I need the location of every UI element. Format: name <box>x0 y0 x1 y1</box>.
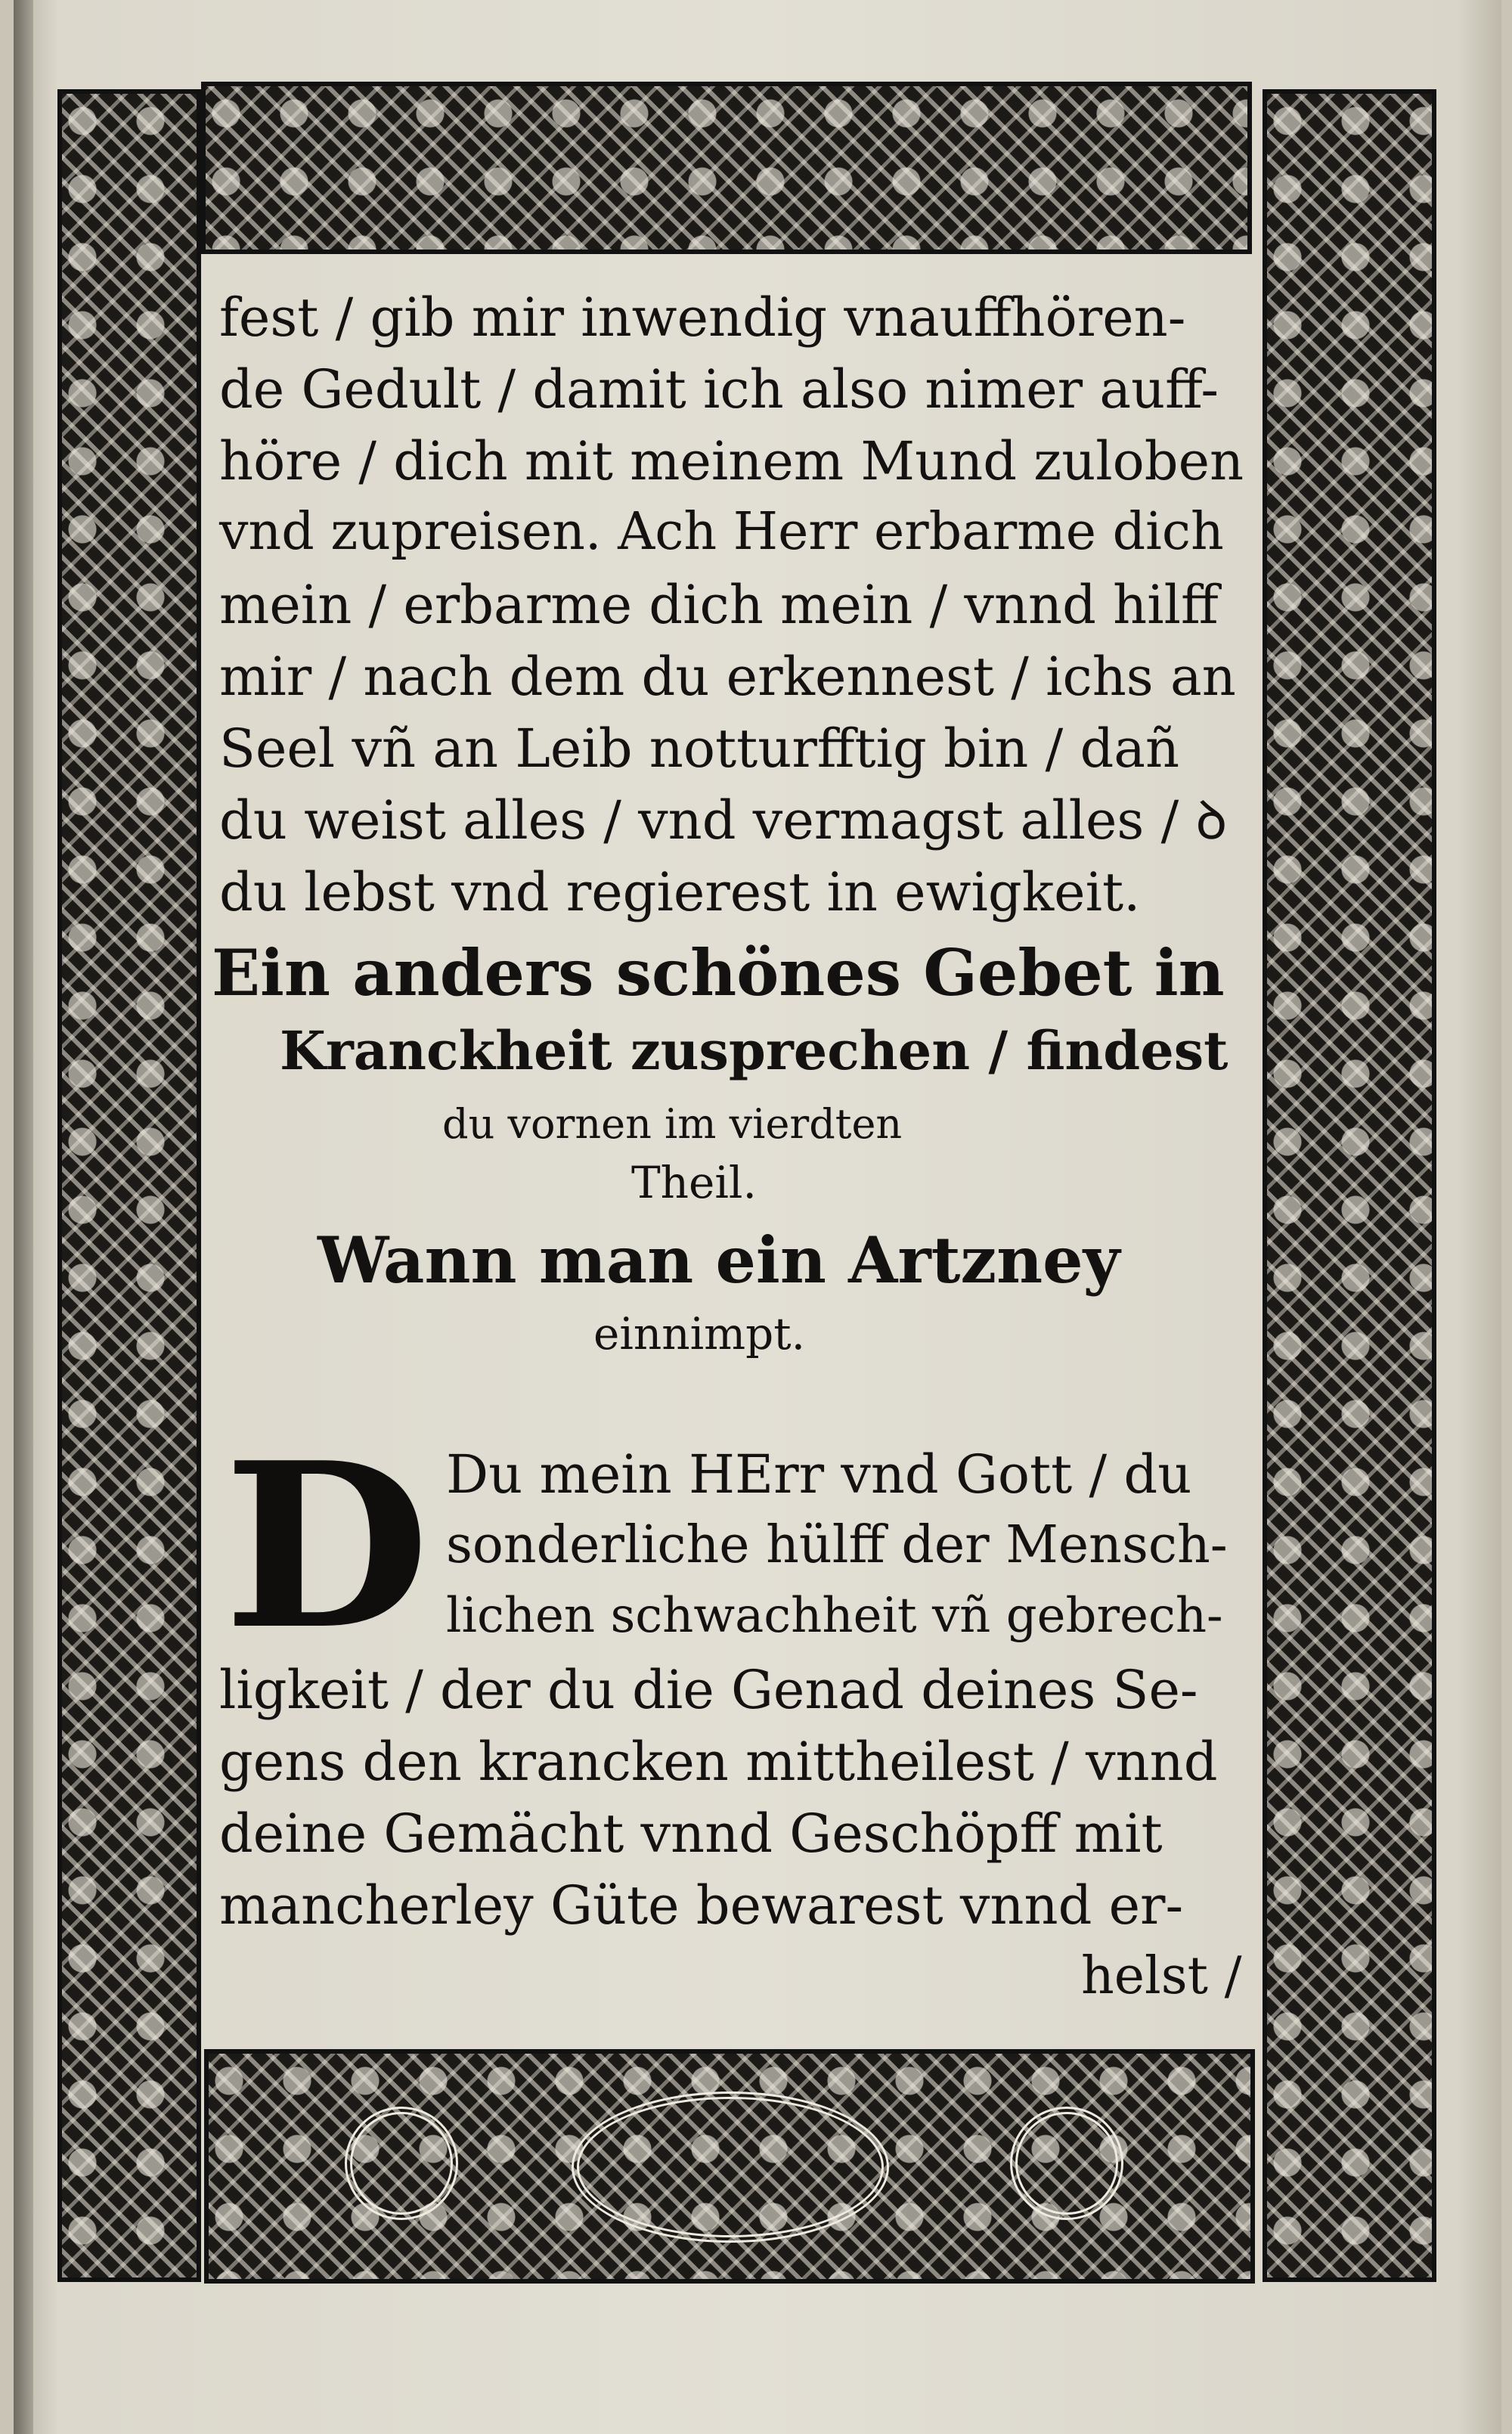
text-line: Du mein HErr vnd Gott / du <box>446 1443 1192 1505</box>
text-line: fest / gib mir inwendig vnauffhören- <box>219 287 1186 349</box>
book-page <box>14 0 1501 2434</box>
text-line: deine Gemächt vnnd Geschöpff mit <box>219 1803 1163 1865</box>
section-heading-line: Wann man ein Artzney <box>318 1223 1120 1298</box>
section-heading-line: Theil. <box>631 1157 757 1208</box>
section-heading-line: du vornen im vierdten <box>442 1100 903 1148</box>
book-spine <box>14 0 33 2434</box>
rosette-ornament-right <box>1010 2107 1123 2220</box>
text-block <box>212 268 1252 2042</box>
text-line: mir / nach dem du erkennest / ichs an <box>219 646 1236 708</box>
oval-medallion-ornament <box>572 2091 889 2243</box>
text-line: mein / erbarme dich mein / vnnd hilff <box>219 574 1219 636</box>
catchword-line: helst / <box>1081 1946 1242 2006</box>
text-line: Seel vñ an Leib notturfftig bin / dañ <box>219 718 1180 780</box>
decorated-initial-letter: D <box>223 1412 430 1679</box>
text-line: de Gedult / damit ich also nimer auff- <box>219 358 1219 420</box>
text-line: mancherley Güte bewarest vnnd er- <box>219 1874 1184 1936</box>
section-heading-line: Ein anders schönes Gebet in <box>212 935 1225 1010</box>
text-line: gens den krancken mittheilest / vnnd <box>219 1731 1218 1793</box>
text-line: vnd zupreisen. Ach Herr erbarme dich <box>219 502 1224 562</box>
woodcut-border-top <box>201 82 1252 254</box>
section-heading-line: Kranckheit zusprechen / findest <box>280 1019 1228 1082</box>
text-line: ligkeit / der du die Genad deines Se- <box>219 1659 1198 1721</box>
woodcut-border-right <box>1263 89 1436 2282</box>
text-line: sonderliche hülff der Mensch- <box>446 1515 1228 1575</box>
text-line: du weist alles / vnd vermagst alles / ꝺ <box>219 789 1228 851</box>
rosette-ornament-left <box>345 2107 458 2220</box>
text-line: du lebst vnd regierest in ewigkeit. <box>219 861 1141 923</box>
text-line: lichen schwachheit vñ gebrech- <box>446 1588 1223 1644</box>
woodcut-border-bottom <box>204 2049 1255 2284</box>
section-heading-line: einnimpt. <box>593 1308 806 1360</box>
text-line: höre / dich mit meinem Mund zuloben <box>219 430 1244 492</box>
woodcut-border-left <box>57 89 201 2282</box>
